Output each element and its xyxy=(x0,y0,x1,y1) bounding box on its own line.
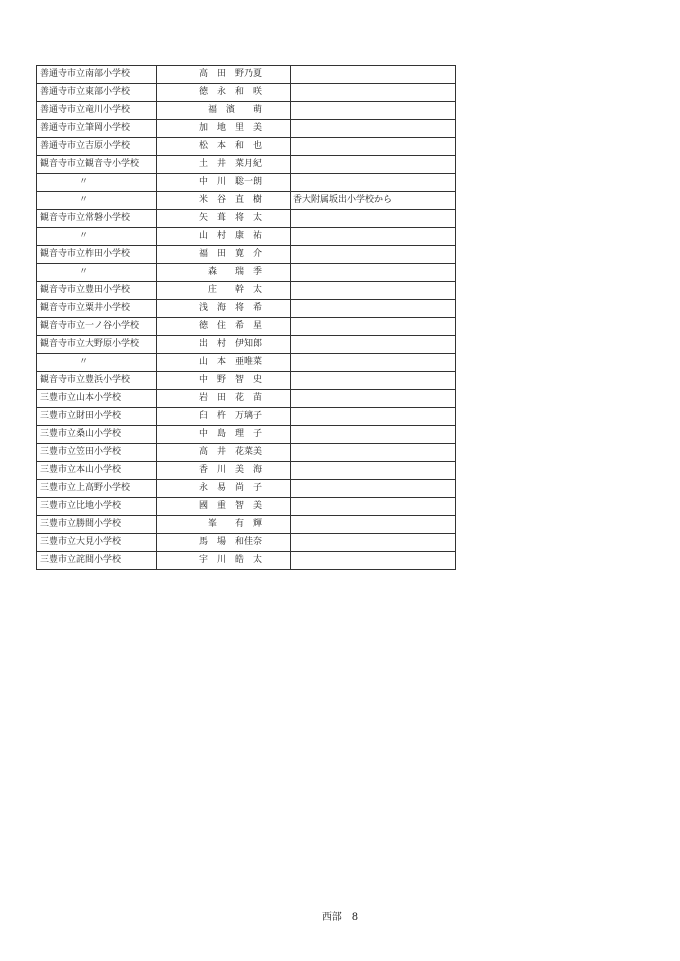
school-cell: 〃 xyxy=(37,228,157,246)
school-cell: 観音寺市立一ノ谷小学校 xyxy=(37,318,157,336)
table-row xyxy=(37,300,456,318)
school-cell: 善通寺市立東部小学校 xyxy=(37,84,157,102)
table-row xyxy=(37,138,456,156)
table-row xyxy=(37,120,456,138)
note-cell xyxy=(291,462,456,480)
name-cell: 中 川 聡一朗 xyxy=(157,174,291,192)
school-cell: 〃 xyxy=(37,192,157,210)
school-cell: 〃 xyxy=(37,174,157,192)
name-cell: 福 田 寛 介 xyxy=(157,246,291,264)
name-cell: 山 村 康 祐 xyxy=(157,228,291,246)
school-cell: 三豊市立詫間小学校 xyxy=(37,552,157,570)
school-cell: 三豊市立財田小学校 xyxy=(37,408,157,426)
note-cell xyxy=(291,66,456,84)
name-cell: 高 田 野乃夏 xyxy=(157,66,291,84)
name-cell: 森 瑞 季 xyxy=(157,264,291,282)
note-cell xyxy=(291,300,456,318)
school-cell: 〃 xyxy=(37,264,157,282)
name-cell: 高 井 花菜美 xyxy=(157,444,291,462)
school-cell: 三豊市立勝間小学校 xyxy=(37,516,157,534)
school-cell: 観音寺市立常磐小学校 xyxy=(37,210,157,228)
school-cell: 観音寺市立豊田小学校 xyxy=(37,282,157,300)
table-row xyxy=(37,336,456,354)
note-cell xyxy=(291,156,456,174)
name-cell: 浅 海 将 希 xyxy=(157,300,291,318)
school-cell: 三豊市立桑山小学校 xyxy=(37,426,157,444)
note-cell xyxy=(291,264,456,282)
school-cell: 三豊市立笠田小学校 xyxy=(37,444,157,462)
note-cell xyxy=(291,318,456,336)
note-cell xyxy=(291,516,456,534)
roster-body xyxy=(37,66,456,570)
note-cell xyxy=(291,138,456,156)
school-cell: 観音寺市立観音寺小学校 xyxy=(37,156,157,174)
note-cell xyxy=(291,354,456,372)
school-cell: 観音寺市立大野原小学校 xyxy=(37,336,157,354)
table-row xyxy=(37,444,456,462)
name-cell: 徳 永 和 咲 xyxy=(157,84,291,102)
school-cell: 善通寺市立筆岡小学校 xyxy=(37,120,157,138)
name-cell: 岩 田 花 苗 xyxy=(157,390,291,408)
note-cell xyxy=(291,534,456,552)
school-cell: 三豊市立比地小学校 xyxy=(37,498,157,516)
name-cell: 永 易 尚 子 xyxy=(157,480,291,498)
name-cell: 加 地 里 美 xyxy=(157,120,291,138)
name-cell: 福 濱 萌 xyxy=(157,102,291,120)
name-cell: 出 村 伊知郎 xyxy=(157,336,291,354)
school-cell: 三豊市立山本小学校 xyxy=(37,390,157,408)
note-cell xyxy=(291,480,456,498)
table-row xyxy=(37,210,456,228)
table-row xyxy=(37,174,456,192)
note-cell xyxy=(291,444,456,462)
name-cell: 中 野 智 史 xyxy=(157,372,291,390)
table-row xyxy=(37,282,456,300)
table-row xyxy=(37,408,456,426)
table-row xyxy=(37,246,456,264)
school-cell: 三豊市立上高野小学校 xyxy=(37,480,157,498)
name-cell: 矢 葺 将 太 xyxy=(157,210,291,228)
page-footer: 西部 8 xyxy=(321,912,359,923)
note-cell: 香大附属坂出小学校から xyxy=(291,192,456,210)
note-cell xyxy=(291,84,456,102)
table-row xyxy=(37,102,456,120)
note-cell xyxy=(291,390,456,408)
school-cell: 善通寺市立南部小学校 xyxy=(37,66,157,84)
name-cell: 馬 場 和佳奈 xyxy=(157,534,291,552)
table-row xyxy=(37,534,456,552)
note-cell xyxy=(291,336,456,354)
note-cell xyxy=(291,372,456,390)
table-row xyxy=(37,480,456,498)
table-row xyxy=(37,228,456,246)
table-row xyxy=(37,84,456,102)
name-cell: 中 島 理 子 xyxy=(157,426,291,444)
school-cell: 善通寺市立吉原小学校 xyxy=(37,138,157,156)
name-cell: 徳 住 希 星 xyxy=(157,318,291,336)
note-cell xyxy=(291,174,456,192)
name-cell: 松 本 和 也 xyxy=(157,138,291,156)
table-row xyxy=(37,66,456,84)
table-row xyxy=(37,354,456,372)
note-cell xyxy=(291,498,456,516)
name-cell: 土 井 菜月紀 xyxy=(157,156,291,174)
note-cell xyxy=(291,246,456,264)
note-cell xyxy=(291,102,456,120)
school-cell: 観音寺市立豊浜小学校 xyxy=(37,372,157,390)
note-cell xyxy=(291,408,456,426)
table-row xyxy=(37,552,456,570)
note-cell xyxy=(291,120,456,138)
table-row xyxy=(37,426,456,444)
note-cell xyxy=(291,228,456,246)
table-row xyxy=(37,498,456,516)
name-cell: 庄 幹 太 xyxy=(157,282,291,300)
table-row xyxy=(37,156,456,174)
name-cell: 峯 有 輝 xyxy=(157,516,291,534)
table-row xyxy=(37,462,456,480)
school-cell: 三豊市立本山小学校 xyxy=(37,462,157,480)
note-cell xyxy=(291,552,456,570)
roster-table xyxy=(36,65,456,570)
note-cell xyxy=(291,282,456,300)
table-row xyxy=(37,372,456,390)
name-cell: 香 川 美 海 xyxy=(157,462,291,480)
table-row xyxy=(37,264,456,282)
name-cell: 國 重 智 美 xyxy=(157,498,291,516)
table-row xyxy=(37,516,456,534)
school-cell: 善通寺市立竜川小学校 xyxy=(37,102,157,120)
note-cell xyxy=(291,210,456,228)
name-cell: 米 谷 直 樹 xyxy=(157,192,291,210)
table-row xyxy=(37,192,456,210)
note-cell xyxy=(291,426,456,444)
school-cell: 三豊市立大見小学校 xyxy=(37,534,157,552)
table-row xyxy=(37,390,456,408)
school-cell: 〃 xyxy=(37,354,157,372)
school-cell: 観音寺市立柞田小学校 xyxy=(37,246,157,264)
name-cell: 臼 杵 万璃子 xyxy=(157,408,291,426)
name-cell: 山 本 亜唯菜 xyxy=(157,354,291,372)
school-cell: 観音寺市立粟井小学校 xyxy=(37,300,157,318)
table-row xyxy=(37,318,456,336)
name-cell: 宇 川 皓 太 xyxy=(157,552,291,570)
